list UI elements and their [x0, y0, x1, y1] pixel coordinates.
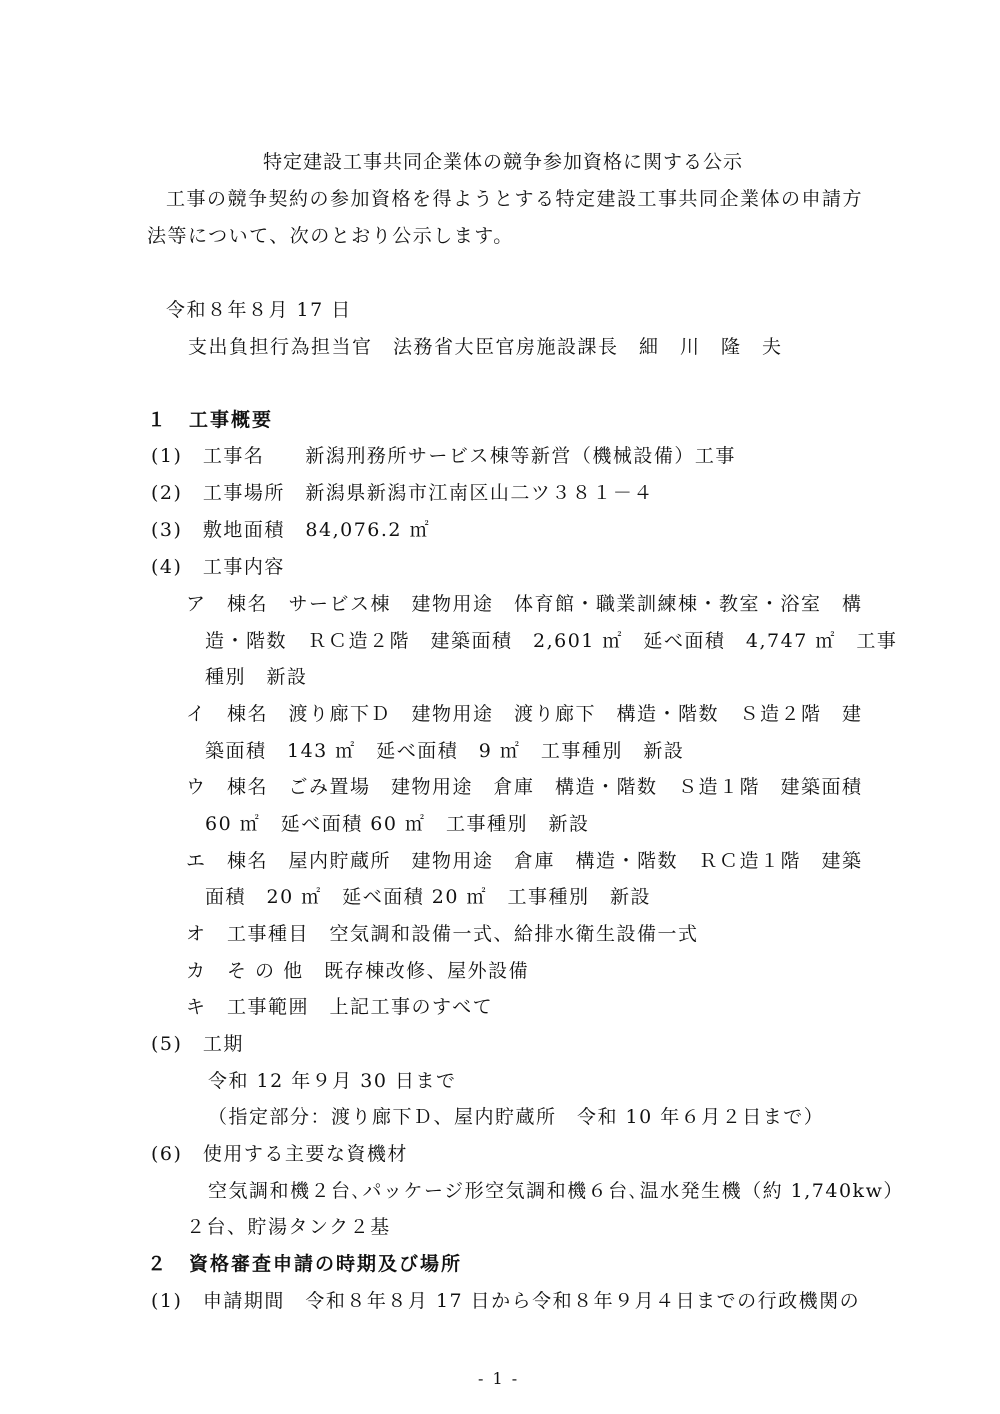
content-i-line-2: 築面積 143 ㎡ 延べ面積 9 ㎡ 工事種別 新設 — [205, 740, 685, 762]
content-u-line-1: ウ 棟名 ごみ置場 建物用途 倉庫 構造・階数 Ｓ造１階 建築面積 — [186, 776, 863, 798]
content-ka: カ そ の 他 既存棟改修、屋外設備 — [186, 960, 530, 982]
content-i-line-1: イ 棟名 渡り廊下Ｄ 建物用途 渡り廊下 構造・階数 Ｓ造２階 建 — [186, 703, 863, 725]
content-o: オ 工事種目 空気調和設備一式、給排水衛生設備一式 — [186, 923, 699, 945]
content-a-line-2: 造・階数 ＲＣ造２階 建築面積 2,601 ㎡ 延べ面積 4,747 ㎡ 工事 — [205, 630, 898, 652]
content-e-line-2: 面積 20 ㎡ 延べ面積 20 ㎡ 工事種別 新設 — [205, 886, 651, 908]
section-2-heading: ２ 資格審査申請の時期及び場所 — [147, 1253, 463, 1275]
content-a-line-1: ア 棟名 サービス棟 建物用途 体育館・職業訓練棟・教室・浴室 構 — [186, 593, 863, 615]
intro-line-1: 工事の競争契約の参加資格を得ようとする特定建設工事共同企業体の申請方 — [166, 188, 864, 210]
page-number: - 1 - — [478, 1369, 520, 1388]
intro-line-2: 法等について、次のとおり公示します。 — [147, 225, 514, 247]
item-materials-label: (6) 使用する主要な資機材 — [151, 1143, 408, 1165]
document-title: 特定建設工事共同企業体の競争参加資格に関する公示 — [263, 151, 744, 173]
materials-line-1: 空気調和機２台､パッケージ形空気調和機６台､温水発生機（約 1,740kw） — [208, 1180, 904, 1202]
item-work-name: (1) 工事名 新潟刑務所サービス棟等新営（機械設備）工事 — [151, 445, 736, 467]
period-line-2: （指定部分：渡り廊下Ｄ、屋内貯蔵所 令和 10 年６月２日まで） — [208, 1106, 825, 1128]
official-signature: 支出負担行為担当官 法務省大臣官房施設課長 細 川 隆 夫 — [188, 336, 783, 358]
materials-line-2: ２台、貯湯タンク２基 — [186, 1216, 391, 1238]
item-work-content: (4) 工事内容 — [151, 556, 285, 578]
content-a-line-3: 種別 新設 — [205, 666, 308, 688]
section-1-heading: １ 工事概要 — [147, 409, 274, 431]
item-period-label: (5) 工期 — [151, 1033, 244, 1055]
item-work-location: (2) 工事場所 新潟県新潟市江南区山二ツ３８１－４ — [151, 482, 654, 504]
period-line-1: 令和 12 年９月 30 日まで — [208, 1070, 457, 1092]
content-ki: キ 工事範囲 上記工事のすべて — [186, 996, 494, 1018]
content-e-line-1: エ 棟名 屋内貯蔵所 建物用途 倉庫 構造・階数 ＲＣ造１階 建築 — [186, 850, 863, 872]
announcement-date: 令和８年８月 17 日 — [166, 299, 352, 321]
content-u-line-2: 60 ㎡ 延べ面積 60 ㎡ 工事種別 新設 — [205, 813, 590, 835]
item-site-area: (3) 敷地面積 84,076.2 ㎡ — [151, 519, 431, 541]
item-application-period: (1) 申請期間 令和８年８月 17 日から令和８年９月４日までの行政機関の — [151, 1290, 861, 1312]
